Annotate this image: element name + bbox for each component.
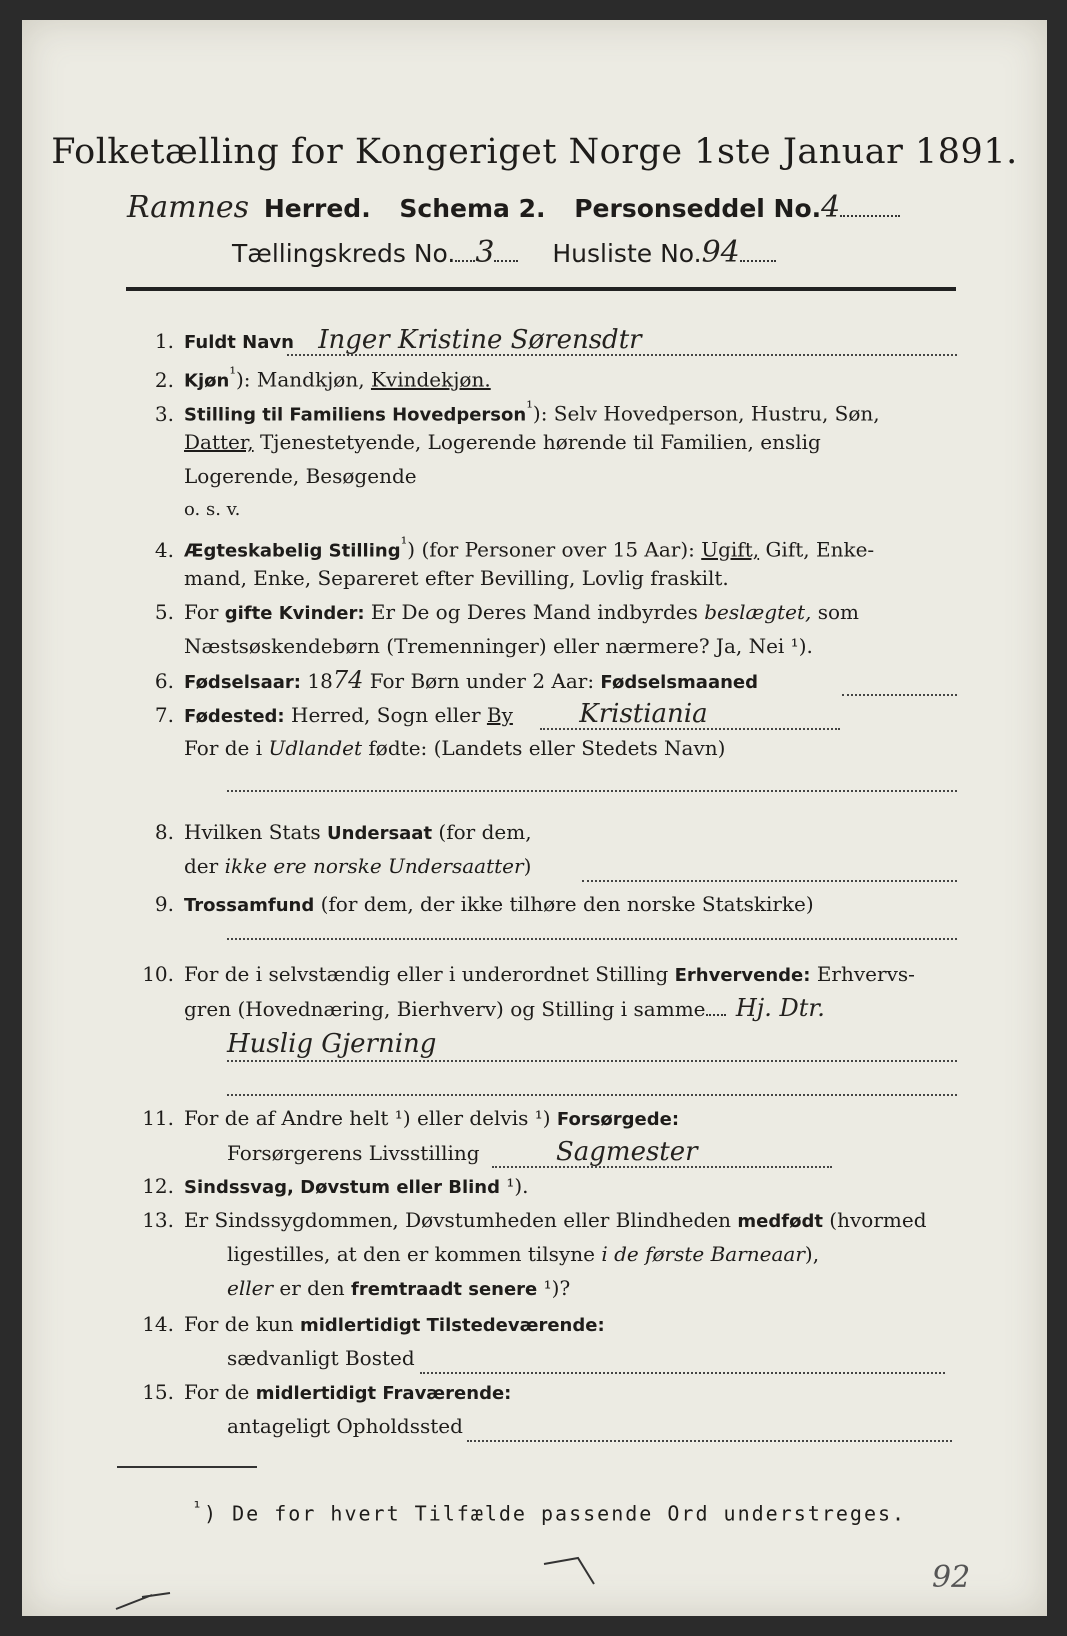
kreds-dots-a (455, 259, 475, 262)
corner-handwritten-number: 92 (932, 1560, 971, 1595)
religion-dotline (227, 938, 957, 940)
stray-pen-mark-left (112, 1585, 182, 1615)
footnote (192, 1498, 906, 1526)
question-text: For de kun (184, 1312, 300, 1336)
header-line-herred (127, 190, 900, 225)
question-number: 12. (142, 1174, 174, 1198)
abroad-dotline (467, 1440, 952, 1442)
italic-text: ikke ere norske Undersaatter (224, 854, 524, 878)
underlined-answer: Ugift, (701, 537, 760, 562)
question-text: Tjenestetyende, Logerende hørende til Familien, enslig (253, 430, 821, 454)
question-label: Forsørgede: (556, 1109, 680, 1130)
question-number: 13. (142, 1208, 174, 1232)
husliste-handwritten: 94 (701, 235, 740, 270)
kreds-label: Tællingskreds No. (232, 239, 456, 268)
question-text: ), (804, 1242, 820, 1266)
provider-handwritten: Sagmester (555, 1137, 698, 1167)
question-7 (122, 700, 962, 731)
question-9 (122, 890, 962, 920)
husliste-dots (740, 259, 776, 262)
birth-year-handwritten: 74 (332, 666, 364, 694)
residence-dotline (420, 1372, 945, 1374)
question-15-line-2 (227, 1412, 1067, 1440)
question-text: gren (Hovednæring, Bierhverv) og Stilling i samme (184, 997, 706, 1021)
question-label: Trossamfund (184, 895, 315, 916)
provider-dotline (492, 1166, 832, 1168)
year-prefix: 18 (301, 669, 333, 693)
question-number: 14. (142, 1312, 174, 1336)
question-12 (122, 1172, 962, 1202)
footnote-text: ) De for hvert Tilfælde passende Ord understreges. (204, 1501, 907, 1526)
question-label: Fødested: (184, 706, 285, 727)
question-8 (122, 818, 962, 848)
question-text: er den (273, 1276, 352, 1300)
foreign-birthplace-dotline (227, 790, 957, 792)
question-text: Er Sindssygdommen, Døvstumheden eller Blindheden (184, 1208, 738, 1232)
stray-pen-mark (542, 1550, 602, 1590)
kreds-handwritten: 3 (475, 235, 495, 270)
personseddel-handwritten: 4 (821, 190, 841, 225)
question-number: 9. (154, 892, 174, 916)
question-text: Erhvervs- (810, 962, 915, 986)
question-14-line-2 (227, 1344, 1067, 1372)
question-1 (122, 326, 962, 357)
question-4 (122, 530, 962, 566)
question-number: 15. (142, 1380, 174, 1404)
question-13-line-2 (227, 1240, 1067, 1268)
question-label: Fødselsmaaned (600, 672, 759, 693)
question-text: (for dem, (432, 820, 532, 844)
birthplace-handwritten: Kristiania (579, 699, 708, 729)
question-text: For de (184, 1380, 256, 1404)
occupation-dotline-b (227, 1094, 957, 1096)
question-number: 3. (154, 401, 174, 426)
question-5-line-2 (184, 632, 1024, 660)
question-text: mand, Enke, Separeret efter Bevilling, Lovlig fraskilt. (184, 566, 729, 590)
census-form-sheet (22, 20, 1047, 1616)
name-dotline (287, 354, 957, 356)
question-text: For (184, 600, 225, 624)
question-label: Kjøn (184, 370, 230, 392)
italic-text: i de første Barneaar (601, 1242, 805, 1266)
question-label: Stilling til Familiens Hovedperson (184, 404, 527, 426)
question-3-line-4 (184, 496, 1024, 524)
footnote-divider (117, 1466, 257, 1468)
question-11-line-2 (227, 1138, 1067, 1167)
question-text: Herred, Sogn eller (284, 703, 487, 727)
question-10-line-3 (227, 1030, 1067, 1059)
question-number: 11. (142, 1106, 174, 1130)
question-10-line-2 (184, 994, 1024, 1023)
question-text: sædvanligt Bosted (227, 1346, 415, 1370)
footnote-ref: ¹ (400, 534, 408, 553)
question-14 (122, 1310, 962, 1340)
question-number: 1. (154, 329, 174, 353)
herred-handwritten: Ramnes (127, 190, 250, 225)
question-number: 4. (154, 537, 174, 562)
question-label: medfødt (737, 1211, 823, 1232)
question-text: ligestilles, at den er kommen tilsyne (227, 1242, 602, 1266)
birthplace-dotline (540, 728, 840, 730)
question-text: Gift, Enke- (759, 537, 875, 562)
question-text: ¹). (499, 1174, 529, 1198)
husliste-label: Husliste No. (552, 239, 702, 268)
question-text: Er De og Deres Mand indbyrdes (364, 600, 705, 624)
question-text: (hvormed (822, 1208, 927, 1232)
italic-text: Udlandet (268, 736, 363, 760)
question-number: 10. (142, 962, 174, 986)
question-label: Ægteskabelig Stilling (184, 540, 401, 562)
italic-text: beslægtet, (704, 600, 812, 624)
question-label: fremtraadt senere (351, 1279, 538, 1300)
question-11 (122, 1104, 962, 1134)
question-number: 7. (154, 703, 174, 727)
header-line-kreds (232, 235, 776, 270)
question-3 (122, 394, 962, 430)
question-text: For de i selvstændig eller i underordnet Stilling (184, 962, 675, 986)
italic-text: eller (227, 1276, 274, 1300)
question-text: fødte: (Landets eller Stedets Navn) (362, 736, 726, 760)
question-text: Hvilken Stats (184, 820, 328, 844)
question-label: midlertidigt Fraværende: (255, 1383, 512, 1404)
form-title: Folketælling for Kongeriget Norge 1ste Januar 1891. (51, 132, 1018, 172)
question-number: 6. (154, 669, 174, 693)
occupation-handwritten-a: Hj. Dtr. (735, 994, 825, 1022)
underlined-answer: Kvindekjøn. (370, 367, 491, 392)
schema-label: Schema 2. (399, 194, 546, 223)
occupation-dots (706, 1013, 726, 1016)
question-label: Fuldt Navn (184, 332, 294, 353)
question-text: o. s. v. (184, 499, 241, 520)
question-number: 8. (154, 820, 174, 844)
question-label: Fødselsaar: (184, 672, 301, 693)
question-label: gifte Kvinder: (224, 603, 365, 624)
question-15 (122, 1378, 962, 1408)
question-text: ): Mandkjøn, (236, 367, 371, 392)
occupation-handwritten-b: Huslig Gjerning (227, 1029, 437, 1059)
underlined-answer: Datter, (184, 430, 254, 454)
question-text: Forsørgerens Livsstilling (227, 1141, 480, 1165)
question-text: Logerende, Besøgende (184, 464, 417, 488)
question-10 (122, 960, 962, 990)
footnote-ref: ¹ (229, 364, 236, 383)
personseddel-dots (840, 214, 900, 217)
question-number: 5. (154, 600, 174, 624)
name-handwritten: Inger Kristine Sørensdtr (318, 325, 642, 355)
question-text: For Børn under 2 Aar: (363, 669, 601, 693)
footnote-ref: ¹ (526, 398, 533, 417)
question-6 (122, 666, 962, 697)
question-8-line-2 (184, 852, 1024, 880)
question-2 (122, 360, 962, 396)
question-label: Erhvervende: (674, 965, 811, 986)
question-text: som (811, 600, 860, 624)
question-text: ) (for Personer over 15 Aar): (407, 537, 702, 562)
question-7-line-2 (184, 734, 1024, 762)
kreds-dots-b (494, 259, 518, 262)
question-label: Sindssvag, Døvstum eller Blind (184, 1177, 500, 1198)
question-text: (for dem, der ikke tilhøre den norske Statskirke) (314, 892, 814, 916)
question-label: midlertidigt Tilstedeværende: (299, 1315, 605, 1336)
question-label: Undersaat (327, 823, 433, 844)
question-3-line-3 (184, 462, 1024, 490)
question-text: Næstsøskendebørn (Tremenninger) eller nærmere? Ja, Nei ¹). (184, 634, 813, 658)
occupation-dotline-a (227, 1060, 957, 1062)
header-divider (126, 287, 956, 291)
question-text: ¹)? (537, 1276, 571, 1300)
question-5 (122, 598, 962, 628)
question-number: 2. (154, 367, 174, 392)
question-13-line-3 (227, 1274, 1067, 1304)
herred-label: Herred. (263, 194, 371, 223)
personseddel-label: Personseddel No. (574, 194, 822, 223)
question-text: For de af Andre helt ¹) eller delvis ¹) (184, 1106, 557, 1130)
question-text: antageligt Opholdssted (227, 1414, 463, 1438)
question-text: ): Selv Hovedperson, Hustru, Søn, (532, 401, 880, 426)
question-text: der (184, 854, 225, 878)
question-13 (122, 1206, 962, 1236)
question-text: ) (523, 854, 532, 878)
question-4-line-2 (184, 564, 1024, 592)
question-text: For de i (184, 736, 269, 760)
nationality-dotline (582, 880, 957, 882)
question-3-line-2 (184, 428, 1024, 456)
footnote-marker: ¹ (192, 1498, 205, 1517)
underlined-answer: By (486, 703, 513, 727)
birth-month-dotline (842, 694, 957, 696)
